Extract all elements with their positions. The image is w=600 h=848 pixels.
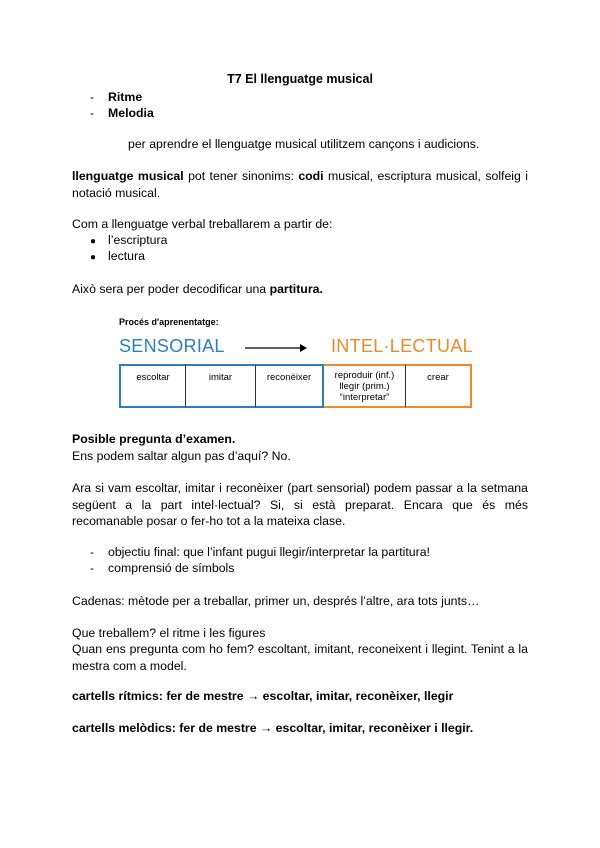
paragraph-cadenas: Cadenas: mètode per a treballar, primer un, després l’altre, ara tots junts… [72, 594, 480, 608]
process-table [119, 364, 472, 408]
page-title: T7 El llenguatge musical [227, 72, 373, 86]
exam-question-text: Ens podem saltar algun pas d’aquí? No. [72, 449, 291, 463]
exam-question-heading: Posible pregunta d’examen. [72, 432, 236, 446]
diagram-label: Procés d'aprenentatge: [119, 317, 219, 327]
list-item: - objectiu final: que l’infant pugui llegir/interpretar la partitura! [90, 545, 430, 559]
process-cell: reconèixer [256, 364, 324, 408]
melodic-posters: cartells melòdics: fer de mestre → escoltar, imitar, reconèixer i llegir. [72, 721, 474, 735]
paragraph-partitura: Això sera per poder decodificar una partitura. [72, 282, 323, 296]
process-cell: reproduir (inf.) llegir (prim.) “interpretar” [324, 364, 406, 408]
paragraph-sensorial: Ara si vam escoltar, imitar i reconèixer (part sensorial) podem passar a la setmana següent a la part intel·lectual? Si, si està preparat. Encara que és més recomanable posar o fer-ho tot a la mateixa clase. [72, 481, 528, 528]
paragraph-verbal: Com a llenguatge verbal treballarem a partir de: [72, 217, 333, 231]
rhythmic-posters: cartells rítmics: fer de mestre → escoltar, imitar, reconèixer, llegir [72, 689, 454, 703]
list-item: - comprensió de símbols [90, 561, 235, 575]
paragraph-what: Que treballem? el ritme i les figures [72, 626, 266, 640]
process-cell: crear [406, 364, 472, 408]
list-item: ● l’escriptura [90, 233, 168, 247]
sensorial-heading: SENSORIAL [119, 336, 225, 356]
topic-item: - Melodia [90, 106, 154, 120]
topic-item: - Ritme [90, 90, 143, 104]
arrow-right-icon [245, 342, 307, 354]
paragraph-how: Quan ens pregunta com ho fem? escoltant, imitant, reconeixent i llegint. Tenint a la mestra com a model. [72, 642, 528, 673]
intellectual-heading: INTEL·LECTUAL [331, 336, 473, 356]
paragraph-synonyms: llenguatge musical pot tener sinonims: codi musical, escriptura musical, solfeig i notació musical. [72, 169, 529, 200]
intro-text: per aprendre el llenguatge musical utilitzem cançons i audicions. [128, 137, 480, 151]
list-item: ● lectura [90, 249, 145, 263]
process-cell: imitar [186, 364, 256, 408]
process-cell: escoltar [119, 364, 186, 408]
